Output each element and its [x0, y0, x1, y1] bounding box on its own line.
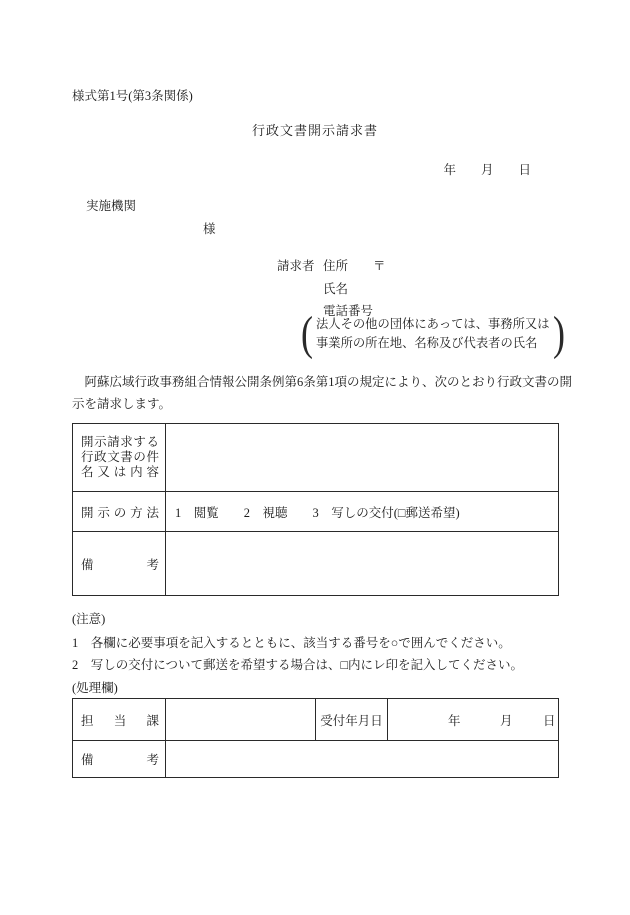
receipt-month-label: 月 [500, 713, 513, 728]
receipt-day-label: 日 [543, 713, 556, 728]
receipt-date-label: 受付年月日 [316, 699, 388, 741]
disclosure-subject-label-line-1: 開示請求する [81, 435, 159, 449]
department-value-cell [166, 699, 316, 741]
agency-label: 実施機関 [86, 199, 137, 213]
receipt-date-value-cell [388, 699, 559, 741]
receipt-year-label: 年 [448, 713, 461, 728]
request-table [72, 423, 559, 596]
date-blank-line: 年 月 日 [443, 163, 531, 177]
notes-heading: (注意) [72, 612, 106, 626]
processing-heading: (処理欄) [72, 681, 118, 695]
table-row [73, 699, 559, 741]
table-row [73, 532, 559, 596]
requester-phone-label: 電話番号 [323, 304, 374, 318]
requester-label: 請求者 [277, 259, 315, 273]
disclosure-method-label: 開示の方法 [81, 505, 159, 520]
remarks-value-cell [166, 532, 559, 596]
remarks-label-cell [73, 532, 166, 596]
table-row [73, 741, 559, 778]
request-statement [72, 371, 572, 415]
disclosure-subject-label [73, 424, 166, 492]
corporate-note-line-2: 事業所の所在地、名称及び代表者の氏名 [315, 336, 538, 350]
disclosure-subject-label-line-2: 行政文書の件 [81, 450, 159, 464]
processing-remarks-value-cell [166, 741, 559, 778]
note-item-2: 2 写しの交付について郵送を希望する場合は、□内にレ印を記入してください。 [72, 658, 524, 672]
processing-table [72, 698, 559, 778]
disclosure-method-options: 1 閲覧 2 視聴 3 写しの交付(□郵送希望) [166, 492, 559, 532]
disclosure-method-label-cell [73, 492, 166, 532]
request-statement-line-1: 阿蘇広域行政事務組合情報公開条例第6条第1項の規定により、次のとおり行政文書の開 [72, 375, 573, 389]
form-number-label: 様式第1号(第3条関係) [72, 89, 193, 103]
page-title: 行政文書開示請求書 [251, 123, 378, 138]
department-label-cell [73, 699, 166, 741]
honorific-label: 様 [203, 222, 216, 236]
request-statement-line-2: 示を請求します。 [72, 397, 172, 411]
corporate-note-open-paren: ( [300, 307, 313, 360]
requester-name-label: 氏名 [323, 282, 349, 296]
department-label: 担当課 [81, 713, 159, 728]
processing-remarks-label: 備考 [81, 753, 159, 767]
disclosure-subject-label-line-3: 名又は内容 [81, 465, 159, 479]
remarks-label: 備考 [81, 557, 159, 572]
corporate-note-close-paren: ) [552, 307, 565, 360]
disclosure-subject-value-cell [166, 424, 559, 492]
processing-remarks-label-cell [73, 741, 166, 778]
table-row [73, 492, 559, 532]
requester-address-label: 住所 〒 [323, 259, 386, 273]
corporate-note-line-1: 法人その他の団体にあっては、事務所又は [315, 317, 550, 331]
table-row [73, 424, 559, 492]
note-item-1: 1 各欄に必要事項を記入するとともに、該当する番号を○で囲んでください。 [72, 636, 511, 650]
